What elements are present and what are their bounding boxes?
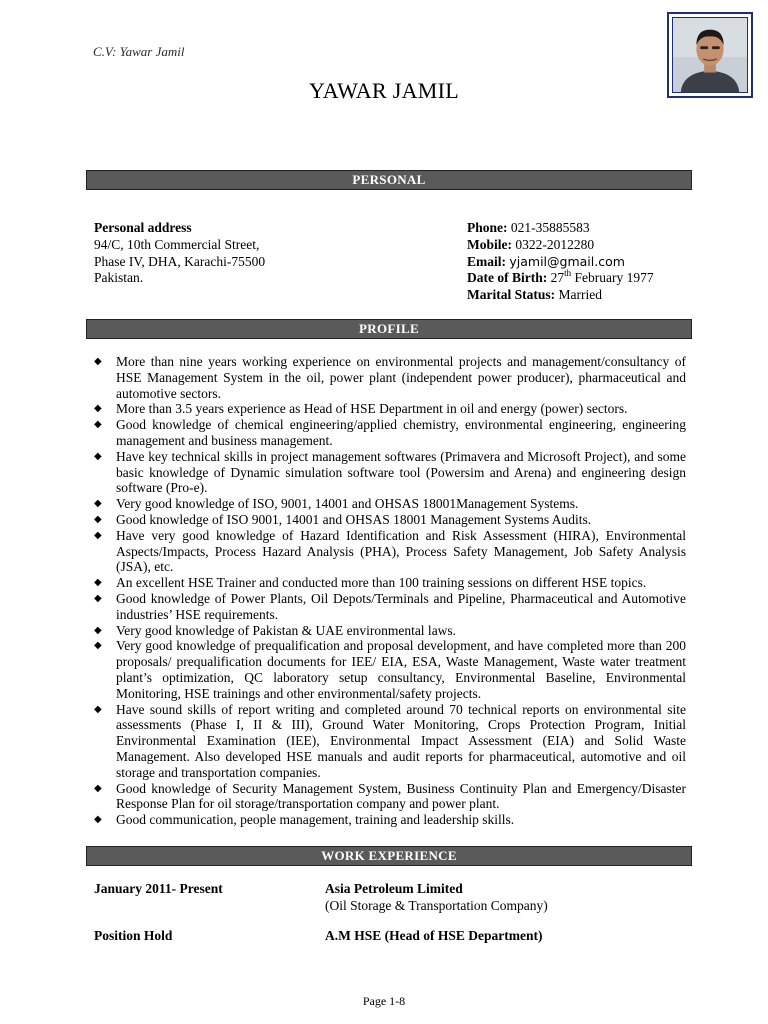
mobile-label: Mobile:: [467, 236, 512, 252]
profile-item-text: Good knowledge of chemical engineering/applied chemistry, environmental engineering, engineering management and business management.: [116, 417, 686, 448]
page-number: Page 1-8: [362, 994, 406, 1008]
bullet-diamond-icon: ◆: [94, 782, 102, 794]
profile-item: [94, 512, 686, 528]
phone-row: [467, 220, 654, 237]
dob-label: Date of Birth:: [467, 270, 548, 286]
email-value: yjamil@gmail.com: [509, 253, 625, 269]
dob-suffix: th: [564, 267, 572, 278]
bullet-diamond-icon: ◆: [94, 624, 102, 636]
mobile-value: 0322-2012280: [515, 236, 595, 252]
position-label: Position Hold: [94, 928, 173, 943]
profile-item-text: Have sound skills of report writing and completed around 70 technical reports on environmental site assessments (Phase I, II & III), Ground Water Monitoring, Crops Protection Program, Initial Environmental Examination (IEE), Environmental Impact Assessment (EIA) and Solid Waste Management. Also developed HSE manuals and audit reports for pharmaceutical, automotive and oil storage and transportation companies.: [116, 701, 686, 780]
profile-list: [94, 354, 686, 828]
bullet-diamond-icon: ◆: [94, 498, 102, 510]
personal-address-block: [94, 220, 265, 287]
marital-value: Married: [558, 287, 602, 303]
dob-rest: February 1977: [574, 270, 654, 286]
bullet-diamond-icon: ◆: [94, 640, 102, 652]
position-value: A.M HSE (Head of HSE Department): [325, 928, 543, 943]
section-profile: PROFILE: [86, 319, 692, 339]
bullet-diamond-icon: ◆: [94, 592, 102, 604]
profile-item: [94, 354, 686, 401]
profile-item-text: Have very good knowledge of Hazard Identification and Risk Assessment (HIRA), Environmental Aspects/Impacts, Process Hazard Analysis (PHA), Process Safety Management, Job Safety Analysis (JSA), etc.: [116, 527, 686, 575]
profile-item: [94, 528, 686, 575]
bullet-diamond-icon: ◆: [94, 403, 102, 415]
profile-item-text: Good knowledge of ISO 9001, 14001 and OHSAS 18001 Management Systems Audits.: [116, 511, 592, 527]
address-line: Pakistan.: [94, 270, 144, 286]
phone-label: Phone:: [467, 220, 508, 235]
profile-item-text: Very good knowledge of prequalification and proposal development, and have completed more than 200 proposals/ prequalification documents for IEE/ EIA, ESA, Waste Management, Waste water treatment plant’s optimization, QC laboratory setup consultancy, Environmental Baseline, Environmental Monitoring, HSE trainings and other environmental/safety projects.: [116, 638, 686, 701]
bullet-diamond-icon: ◆: [94, 356, 102, 367]
address-label: Personal address: [94, 220, 192, 235]
profile-item-text: More than 3.5 years experience as Head of HSE Department in oil and energy (power) sectors.: [116, 401, 628, 417]
bullet-diamond-icon: ◆: [94, 419, 102, 431]
section-work-experience: WORK EXPERIENCE: [86, 846, 692, 866]
dob-row: [467, 267, 654, 287]
personal-contact-block: [467, 220, 654, 304]
profile-item-text: Have key technical skills in project management softwares (Primavera and Microsoft Project), and some basic knowledge of Dynamic simulation software tool (Powersim and Arena) and engineering design software (Pro-e).: [116, 448, 686, 496]
profile-item: [94, 496, 686, 512]
marital-label: Marital Status:: [467, 287, 556, 303]
candidate-name: YAWAR JAMIL: [308, 78, 460, 103]
bullet-diamond-icon: ◆: [94, 529, 102, 541]
profile-item: [94, 591, 686, 623]
marital-row: [467, 287, 654, 304]
profile-item: [94, 401, 686, 417]
phone-value: 021-35885583: [510, 220, 590, 235]
work-company: Asia Petroleum Limited: [325, 881, 463, 896]
address-line: Phase IV, DHA, Karachi-75500: [94, 253, 266, 269]
profile-item-text: An excellent HSE Trainer and conducted more than 100 training sessions on different HSE topics.: [116, 575, 647, 591]
bullet-diamond-icon: ◆: [94, 513, 102, 525]
bullet-diamond-icon: ◆: [94, 814, 102, 826]
bullet-diamond-icon: ◆: [94, 450, 102, 462]
section-personal: PERSONAL: [86, 170, 692, 190]
profile-item-text: Good knowledge of Security Management System, Business Continuity Plan and Emergency/Disaster Response Plan for oil storage/transportation company and power plant.: [116, 780, 686, 812]
profile-item: [94, 623, 686, 639]
profile-item-text: More than nine years working experience on environmental projects and management/consultancy of HSE Management System in the oil, power plant (independent power producer), pharmaceutical and automotive sectors.: [116, 354, 686, 401]
work-period: January 2011- Present: [94, 881, 223, 896]
profile-item: [94, 575, 686, 591]
profile-item-text: Good knowledge of Power Plants, Oil Depots/Terminals and Pipeline, Pharmaceutical and Automotive industries’ HSE requirements.: [116, 590, 686, 622]
cv-header-label: C.V: Yawar Jamil: [93, 44, 185, 59]
profile-item: [94, 702, 686, 781]
address-line: 94/C, 10th Commercial Street,: [94, 236, 260, 252]
profile-item-text: Very good knowledge of ISO, 9001, 14001 and OHSAS 18001Management Systems.: [116, 496, 579, 512]
profile-item: [94, 781, 686, 813]
profile-item: [94, 812, 686, 828]
bullet-diamond-icon: ◆: [94, 703, 102, 715]
work-company-block: [325, 881, 548, 914]
profile-item: [94, 417, 686, 449]
profile-item-text: Good communication, people management, training and leadership skills.: [116, 812, 515, 828]
profile-item: [94, 449, 686, 496]
work-company-desc: (Oil Storage & Transportation Company): [325, 897, 548, 913]
mobile-row: [467, 237, 654, 254]
profile-item-text: Very good knowledge of Pakistan & UAE environmental laws.: [116, 622, 457, 638]
email-row: [467, 254, 654, 271]
email-label: Email:: [467, 253, 506, 269]
bullet-diamond-icon: ◆: [94, 577, 102, 589]
profile-item: [94, 638, 686, 701]
dob-day: 27: [550, 270, 565, 286]
